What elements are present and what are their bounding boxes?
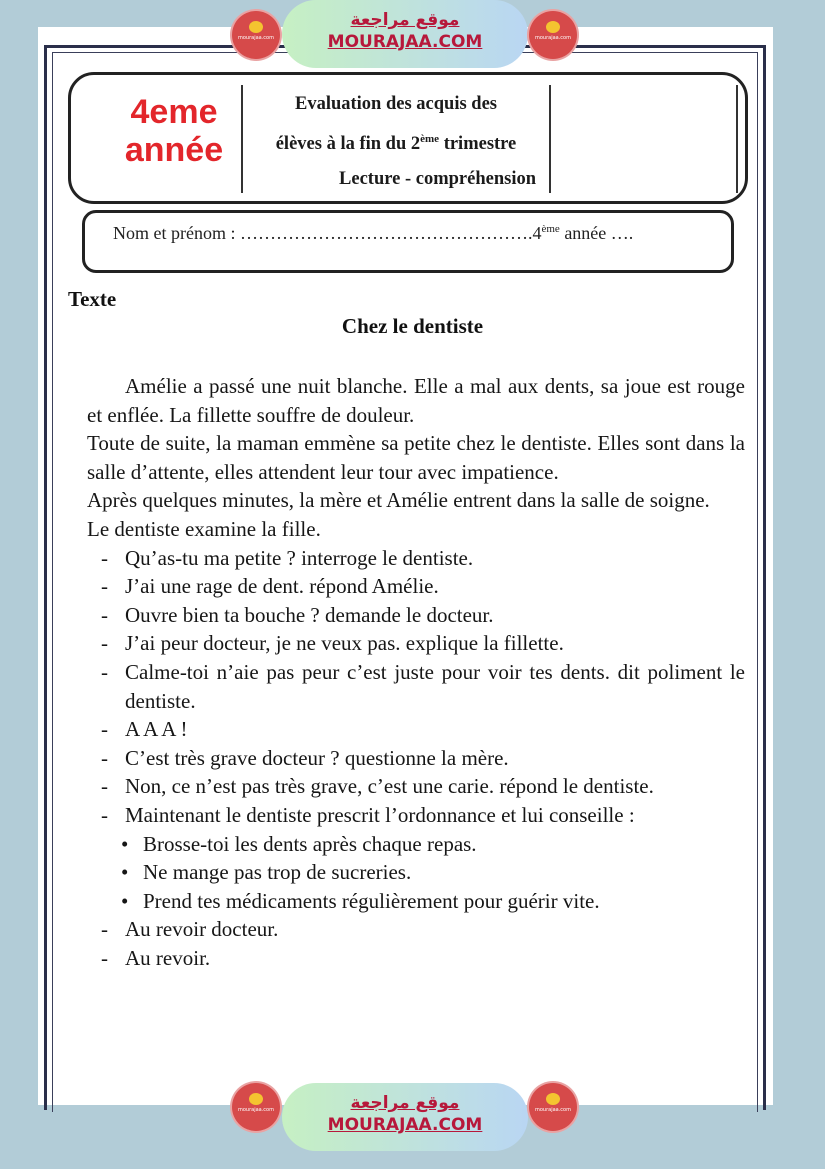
site-banner[interactable] [282, 1083, 528, 1151]
dialogue-line: - Calme-toi n’aie pas peur c’est juste pour voir tes dents. dit poliment le dentiste. [87, 658, 745, 715]
dialogue-line: - J’ai peur docteur, je ne veux pas. explique la fillette. [87, 629, 745, 658]
site-name-arabic: موقع مراجعة [350, 1093, 460, 1113]
dialogue-line: - J’ai une rage de dent. répond Amélie. [87, 572, 745, 601]
paragraph: Amélie a passé une nuit blanche. Elle a mal aux dents, sa joue est rouge et enflée. La fillette souffre de douleur. [87, 374, 745, 427]
site-banner[interactable] [282, 0, 528, 68]
divider [241, 85, 243, 193]
dialogue-line: - Non, ce n’est pas très grave, c’est une carie. répond le dentiste. [87, 772, 745, 801]
grade-level: 4eme année [124, 93, 224, 169]
section-label: Texte [68, 287, 117, 311]
advice-list [87, 830, 745, 916]
site-name-arabic: موقع مراجعة [350, 10, 460, 30]
site-logo-badge: mourajaa.com [232, 11, 280, 59]
story-text [87, 372, 745, 972]
dialogue-line: - Au revoir. [87, 944, 745, 973]
dialogue-list [87, 544, 745, 830]
exam-header [68, 72, 748, 204]
exam-title: Evaluation des acquis des élèves à la fin du 2ème trimestre Lecture - compréhension [275, 94, 536, 190]
dialogue-line: - Au revoir docteur. [87, 915, 745, 944]
name-label: Nom et prénom : ………………………………………….4ème année …. [113, 223, 634, 243]
story-title: Chez le dentiste [341, 314, 484, 338]
paragraph: Le dentiste examine la fille. [87, 516, 321, 541]
paragraph: Toute de suite, la maman emmène sa petite chez le dentiste. Elles sont dans la salle d’attente, elles attendent leur tour avec impatience. [87, 431, 745, 484]
advice-item: • Brosse-toi les dents après chaque repas. [107, 830, 745, 859]
closing-list [87, 915, 745, 972]
site-logo-badge: mourajaa.com [529, 11, 577, 59]
divider [736, 85, 738, 193]
dialogue-line: - Qu’as-tu ma petite ? interroge le dentiste. [87, 544, 745, 573]
site-logo-badge: mourajaa.com [529, 1083, 577, 1131]
dialogue-line: - A A A ! [87, 715, 745, 744]
site-url[interactable]: MOURAJAA.COM [327, 1115, 483, 1135]
advice-item: • Prend tes médicaments régulièrement pour guérir vite. [107, 887, 745, 916]
site-url[interactable]: MOURAJAA.COM [327, 32, 483, 52]
student-name-field[interactable] [82, 210, 734, 273]
paragraph: Après quelques minutes, la mère et Amélie entrent dans la salle de soigne. [87, 488, 710, 513]
site-logo-badge: mourajaa.com [232, 1083, 280, 1131]
dialogue-line: - Ouvre bien ta bouche ? demande le docteur. [87, 601, 745, 630]
dialogue-line: - C’est très grave docteur ? questionne la mère. [87, 744, 745, 773]
divider [549, 85, 551, 193]
advice-item: • Ne mange pas trop de sucreries. [107, 858, 745, 887]
dialogue-line: - Maintenant le dentiste prescrit l’ordonnance et lui conseille : [87, 801, 745, 830]
